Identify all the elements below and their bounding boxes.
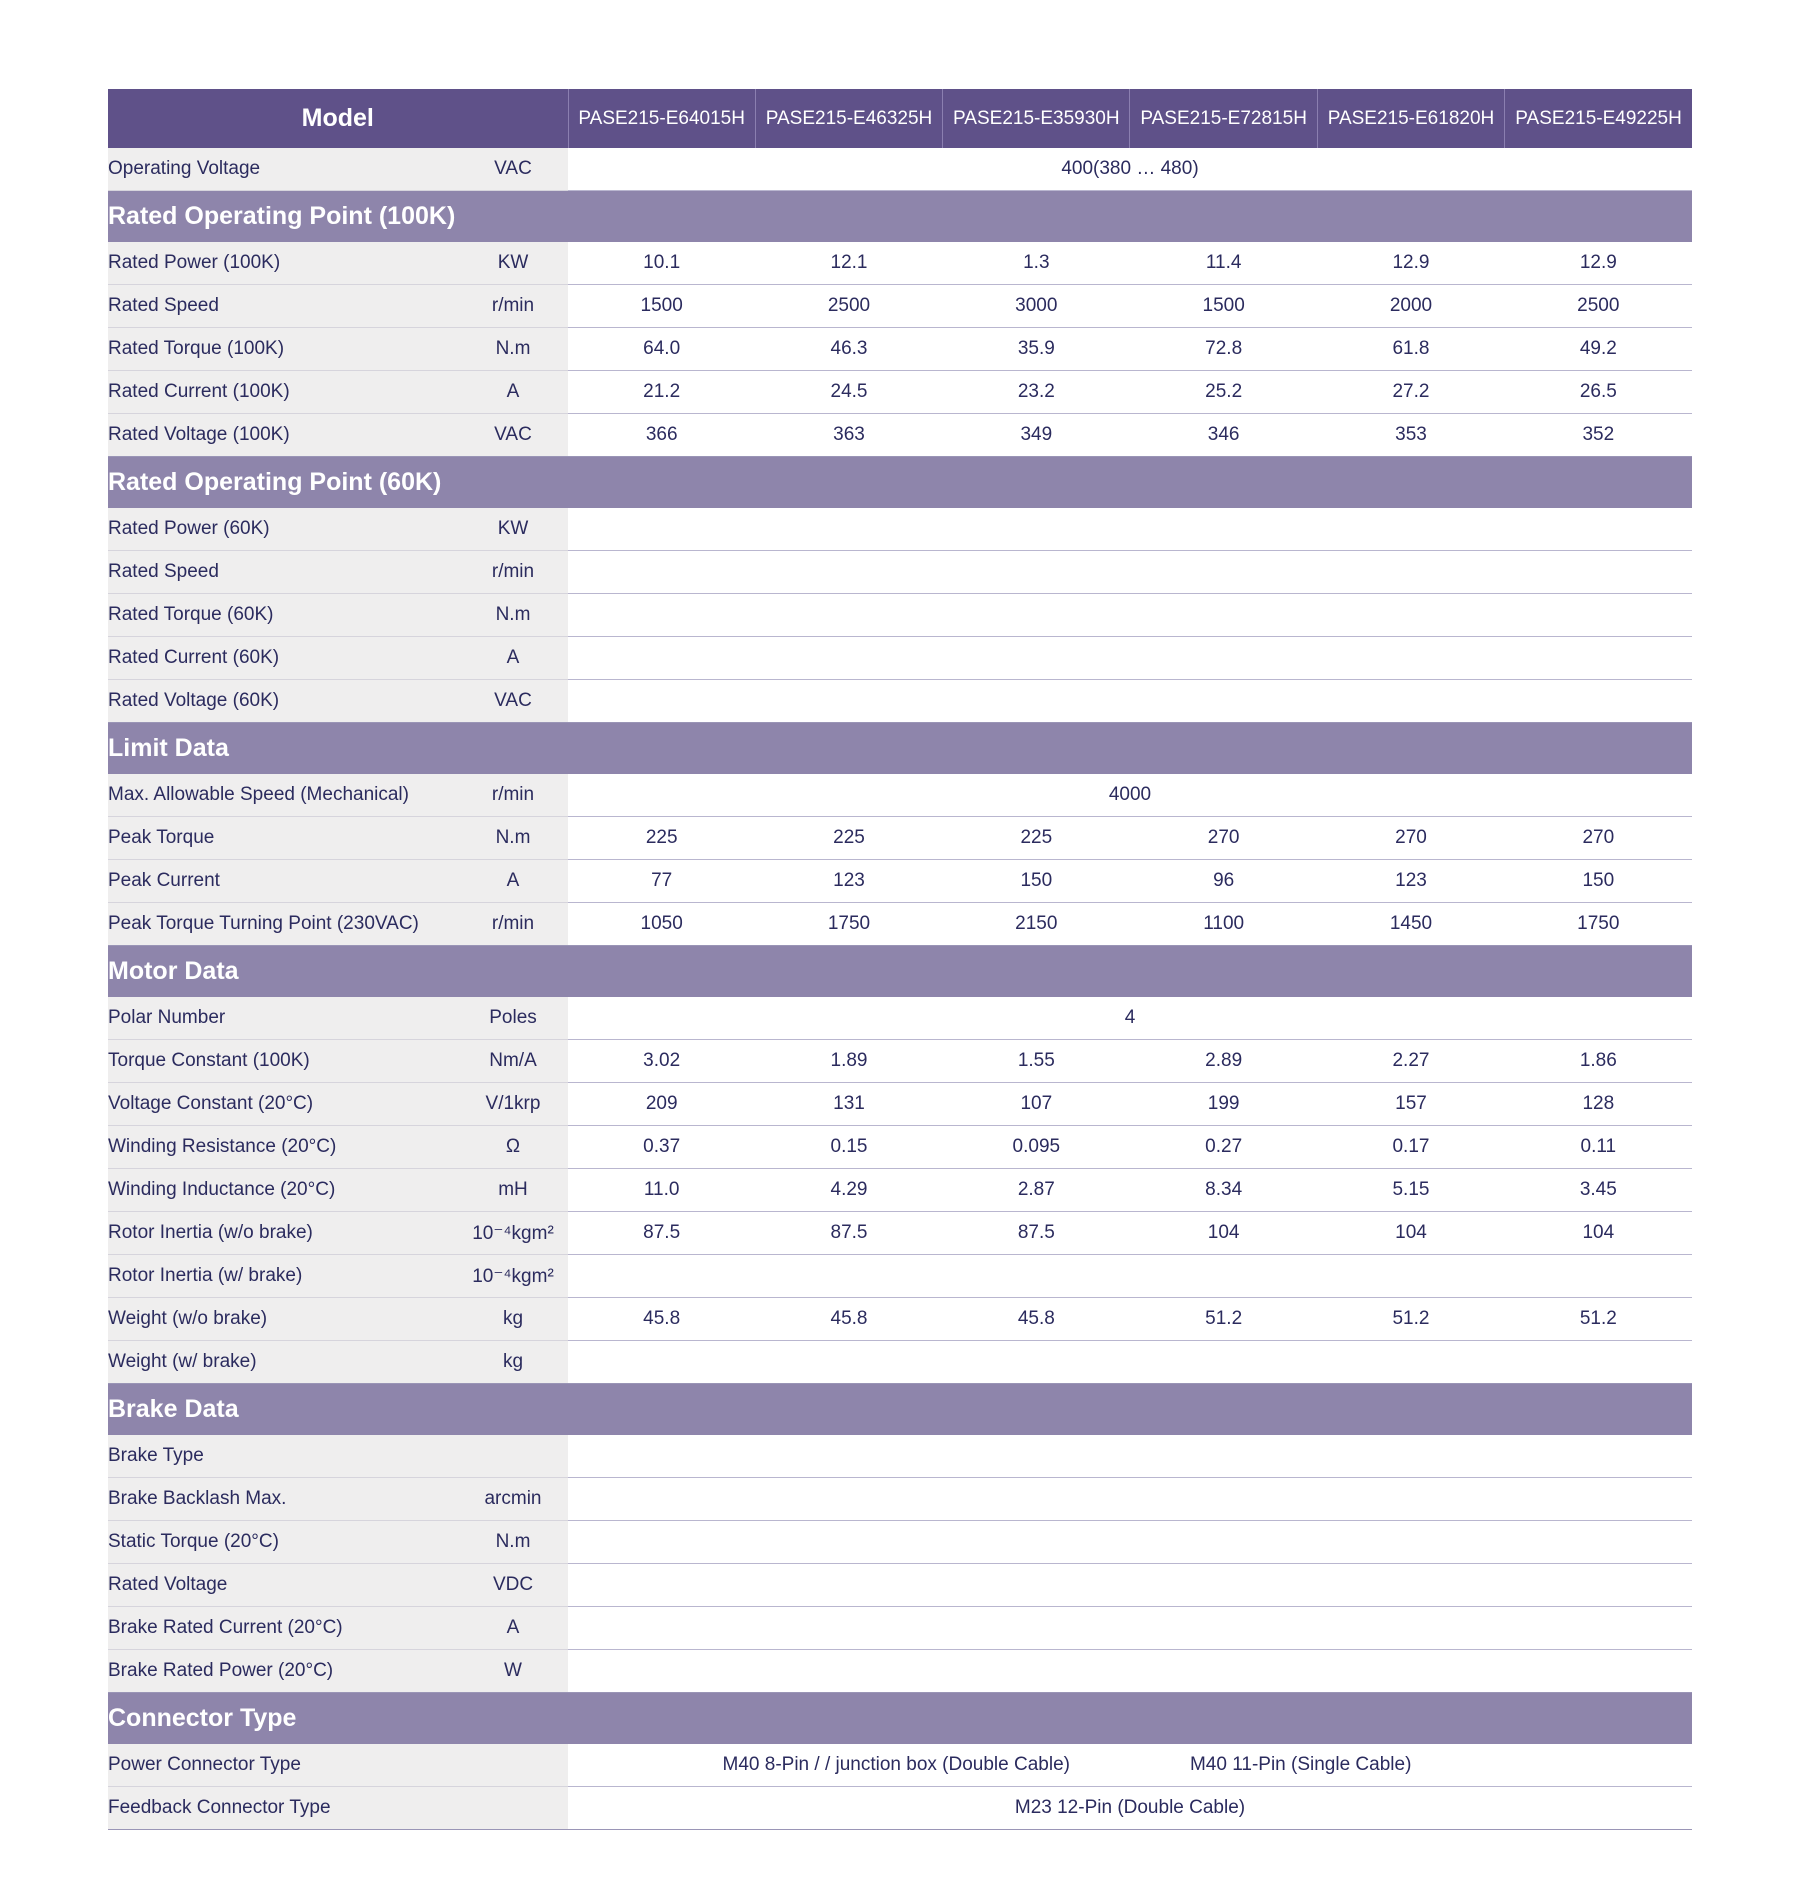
row-unit: N.m — [458, 1521, 568, 1564]
row-value: 4000 — [568, 774, 1692, 817]
row-value — [755, 1255, 942, 1298]
row-value — [568, 1255, 755, 1298]
row-value — [1317, 1521, 1504, 1564]
spec-row — [108, 594, 1692, 637]
row-value — [1317, 1650, 1504, 1693]
row-value — [1317, 1607, 1504, 1650]
row-value — [1505, 1435, 1692, 1478]
row-value: 225 — [755, 817, 942, 860]
row-value — [943, 1255, 1130, 1298]
row-value: 4 — [568, 997, 1692, 1040]
row-value: M40 8-Pin / / junction box (Double Cable) — [568, 1744, 1130, 1787]
row-value: 0.11 — [1505, 1126, 1692, 1169]
spec-row — [108, 1607, 1692, 1650]
row-value: 346 — [1130, 414, 1317, 457]
row-value: 150 — [1505, 860, 1692, 903]
row-value — [1505, 1478, 1692, 1521]
row-label: Power Connector Type — [108, 1744, 458, 1787]
row-value: 104 — [1505, 1212, 1692, 1255]
row-value — [943, 1435, 1130, 1478]
row-unit: Poles — [458, 997, 568, 1040]
section-title: Motor Data — [108, 946, 1692, 998]
row-label: Torque Constant (100K) — [108, 1040, 458, 1083]
row-value — [1130, 1478, 1317, 1521]
row-value: 0.27 — [1130, 1126, 1317, 1169]
row-label: Peak Current — [108, 860, 458, 903]
row-value — [1317, 1478, 1504, 1521]
row-value: 1.3 — [943, 242, 1130, 285]
row-value — [943, 1478, 1130, 1521]
spec-row — [108, 1255, 1692, 1298]
row-value — [568, 551, 755, 594]
row-value: 1750 — [755, 903, 942, 946]
row-value: 46.3 — [755, 328, 942, 371]
section-title: Connector Type — [108, 1693, 1692, 1745]
row-value — [755, 680, 942, 723]
row-value — [1130, 551, 1317, 594]
row-label: Rated Voltage (60K) — [108, 680, 458, 723]
row-value: 51.2 — [1317, 1298, 1504, 1341]
row-unit: r/min — [458, 774, 568, 817]
spec-row — [108, 1521, 1692, 1564]
row-value — [1317, 551, 1504, 594]
row-value: 1750 — [1505, 903, 1692, 946]
row-value — [755, 637, 942, 680]
spec-row — [108, 637, 1692, 680]
row-unit: N.m — [458, 594, 568, 637]
model-title: Model — [108, 89, 568, 148]
row-value: 128 — [1505, 1083, 1692, 1126]
row-label: Peak Torque — [108, 817, 458, 860]
row-value — [1317, 1255, 1504, 1298]
row-value: 12.9 — [1505, 242, 1692, 285]
row-value: 1.55 — [943, 1040, 1130, 1083]
row-value — [1505, 551, 1692, 594]
row-value: 12.1 — [755, 242, 942, 285]
model-header-row — [108, 89, 1692, 148]
row-value: 35.9 — [943, 328, 1130, 371]
section-header-row — [108, 457, 1692, 509]
row-value — [568, 1341, 755, 1384]
row-value: 3.45 — [1505, 1169, 1692, 1212]
row-label: Brake Type — [108, 1435, 458, 1478]
row-value — [755, 1564, 942, 1607]
row-unit: 10⁻⁴kgm² — [458, 1212, 568, 1255]
model-name: PASE215-E49225H — [1505, 89, 1692, 148]
row-value: 352 — [1505, 414, 1692, 457]
row-value: 11.0 — [568, 1169, 755, 1212]
row-unit: r/min — [458, 903, 568, 946]
row-value: 1450 — [1317, 903, 1504, 946]
row-value: 366 — [568, 414, 755, 457]
operating-voltage-row — [108, 148, 1692, 191]
row-value: 21.2 — [568, 371, 755, 414]
row-value: 3.02 — [568, 1040, 755, 1083]
row-value — [1505, 680, 1692, 723]
spec-body — [108, 148, 1692, 1830]
row-value: 8.34 — [1130, 1169, 1317, 1212]
row-value: 349 — [943, 414, 1130, 457]
row-unit: VAC — [458, 414, 568, 457]
row-value: 5.15 — [1317, 1169, 1504, 1212]
row-value: 0.15 — [755, 1126, 942, 1169]
row-value — [1317, 1435, 1504, 1478]
row-value: 45.8 — [943, 1298, 1130, 1341]
row-value — [943, 680, 1130, 723]
row-value: 199 — [1130, 1083, 1317, 1126]
row-value — [1130, 1564, 1317, 1607]
row-value: 353 — [1317, 414, 1504, 457]
row-unit: A — [458, 860, 568, 903]
model-name: PASE215-E72815H — [1130, 89, 1317, 148]
row-value: 12.9 — [1317, 242, 1504, 285]
row-unit: V/1krp — [458, 1083, 568, 1126]
row-value: 3000 — [943, 285, 1130, 328]
row-value — [755, 1478, 942, 1521]
row-unit: VDC — [458, 1564, 568, 1607]
row-value — [1505, 1521, 1692, 1564]
row-unit: VAC — [458, 680, 568, 723]
row-value — [943, 1564, 1130, 1607]
row-label: Winding Resistance (20°C) — [108, 1126, 458, 1169]
row-label: Rated Torque (100K) — [108, 328, 458, 371]
row-value — [1130, 1607, 1317, 1650]
row-value — [568, 637, 755, 680]
row-label: Peak Torque Turning Point (230VAC) — [108, 903, 458, 946]
row-value: 123 — [1317, 860, 1504, 903]
row-label: Rated Current (100K) — [108, 371, 458, 414]
row-unit: Ω — [458, 1126, 568, 1169]
row-unit: r/min — [458, 551, 568, 594]
row-value: 1.86 — [1505, 1040, 1692, 1083]
row-value — [1130, 1435, 1317, 1478]
spec-row — [108, 1083, 1692, 1126]
row-value: 270 — [1317, 817, 1504, 860]
row-label: Max. Allowable Speed (Mechanical) — [108, 774, 458, 817]
spec-row — [108, 1650, 1692, 1693]
spec-row — [108, 285, 1692, 328]
row-value — [1317, 1341, 1504, 1384]
row-label: Brake Rated Power (20°C) — [108, 1650, 458, 1693]
row-value — [755, 1435, 942, 1478]
row-value — [568, 1607, 755, 1650]
spec-row — [108, 680, 1692, 723]
row-label: Rated Power (60K) — [108, 508, 458, 551]
section-title: Brake Data — [108, 1384, 1692, 1436]
row-label: Rated Speed — [108, 551, 458, 594]
row-unit: arcmin — [458, 1478, 568, 1521]
row-value: 1.89 — [755, 1040, 942, 1083]
row-label: Static Torque (20°C) — [108, 1521, 458, 1564]
row-value — [568, 680, 755, 723]
row-unit: Nm/A — [458, 1040, 568, 1083]
row-value: 2000 — [1317, 285, 1504, 328]
spec-row — [108, 1744, 1692, 1787]
row-value — [1130, 680, 1317, 723]
row-value — [755, 1521, 942, 1564]
row-unit — [458, 1435, 568, 1478]
row-unit: VAC — [458, 148, 568, 191]
row-value — [943, 551, 1130, 594]
row-value — [1505, 508, 1692, 551]
row-value: 49.2 — [1505, 328, 1692, 371]
spec-row — [108, 1435, 1692, 1478]
row-value: 61.8 — [1317, 328, 1504, 371]
row-value: 0.095 — [943, 1126, 1130, 1169]
row-value: 2150 — [943, 903, 1130, 946]
section-header-row — [108, 1384, 1692, 1436]
section-header-row — [108, 723, 1692, 775]
spec-row — [108, 774, 1692, 817]
row-value — [1505, 1341, 1692, 1384]
row-unit: A — [458, 371, 568, 414]
row-unit: N.m — [458, 817, 568, 860]
row-value — [1317, 637, 1504, 680]
spec-row — [108, 1787, 1692, 1830]
row-value — [568, 1521, 755, 1564]
row-label: Operating Voltage — [108, 148, 458, 191]
row-value — [943, 1521, 1130, 1564]
row-unit: A — [458, 1607, 568, 1650]
row-value: 2.89 — [1130, 1040, 1317, 1083]
row-value — [755, 594, 942, 637]
row-value: 45.8 — [755, 1298, 942, 1341]
row-value — [568, 508, 755, 551]
spec-row — [108, 551, 1692, 594]
spec-row — [108, 1564, 1692, 1607]
section-header-row — [108, 1693, 1692, 1745]
spec-row — [108, 903, 1692, 946]
row-value: 225 — [943, 817, 1130, 860]
row-value — [568, 1564, 755, 1607]
row-value — [568, 1650, 755, 1693]
row-value: 209 — [568, 1083, 755, 1126]
row-value: 123 — [755, 860, 942, 903]
spec-row — [108, 860, 1692, 903]
row-value — [568, 594, 755, 637]
row-value — [1317, 680, 1504, 723]
row-label: Rotor Inertia (w/ brake) — [108, 1255, 458, 1298]
row-value: 87.5 — [755, 1212, 942, 1255]
spec-row — [108, 508, 1692, 551]
row-value — [1505, 594, 1692, 637]
row-value: 157 — [1317, 1083, 1504, 1126]
row-value — [943, 1341, 1130, 1384]
row-label: Brake Backlash Max. — [108, 1478, 458, 1521]
row-value: 270 — [1505, 817, 1692, 860]
row-value: 10.1 — [568, 242, 755, 285]
row-value: 2500 — [755, 285, 942, 328]
row-unit: KW — [458, 242, 568, 285]
row-label: Rated Torque (60K) — [108, 594, 458, 637]
row-unit: r/min — [458, 285, 568, 328]
row-value: M23 12-Pin (Double Cable) — [568, 1787, 1692, 1830]
row-value — [1130, 1255, 1317, 1298]
row-value — [1505, 1607, 1692, 1650]
row-value: 23.2 — [943, 371, 1130, 414]
row-value: 131 — [755, 1083, 942, 1126]
row-value — [568, 1435, 755, 1478]
row-value: 2.87 — [943, 1169, 1130, 1212]
row-value: 104 — [1130, 1212, 1317, 1255]
spec-row — [108, 1341, 1692, 1384]
row-unit: kg — [458, 1341, 568, 1384]
spec-row — [108, 1040, 1692, 1083]
spec-row — [108, 242, 1692, 285]
row-value: 96 — [1130, 860, 1317, 903]
row-unit: N.m — [458, 328, 568, 371]
row-value: 24.5 — [755, 371, 942, 414]
row-value — [1505, 637, 1692, 680]
row-value — [755, 1650, 942, 1693]
row-value — [1130, 1650, 1317, 1693]
row-value: 0.37 — [568, 1126, 755, 1169]
section-title: Rated Operating Point (60K) — [108, 457, 1692, 509]
row-value — [1130, 637, 1317, 680]
row-value — [1317, 1564, 1504, 1607]
row-value — [1130, 1341, 1317, 1384]
section-header-row — [108, 946, 1692, 998]
row-unit — [458, 1744, 568, 1787]
row-value: 72.8 — [1130, 328, 1317, 371]
spec-row — [108, 1478, 1692, 1521]
row-value: 1500 — [1130, 285, 1317, 328]
row-value — [1317, 594, 1504, 637]
row-value: 0.17 — [1317, 1126, 1504, 1169]
row-unit — [458, 1787, 568, 1830]
section-title: Rated Operating Point (100K) — [108, 191, 1692, 243]
model-name: PASE215-E61820H — [1317, 89, 1504, 148]
row-value: 225 — [568, 817, 755, 860]
row-value — [755, 508, 942, 551]
spec-row — [108, 997, 1692, 1040]
row-value — [755, 1607, 942, 1650]
row-value — [943, 637, 1130, 680]
row-value: 51.2 — [1505, 1298, 1692, 1341]
row-unit: A — [458, 637, 568, 680]
row-unit: W — [458, 1650, 568, 1693]
model-name: PASE215-E64015H — [568, 89, 755, 148]
row-label: Rotor Inertia (w/o brake) — [108, 1212, 458, 1255]
row-value — [1505, 1564, 1692, 1607]
row-value — [568, 1478, 755, 1521]
spec-row — [108, 328, 1692, 371]
row-value: 4.29 — [755, 1169, 942, 1212]
row-label: Feedback Connector Type — [108, 1787, 458, 1830]
row-label: Rated Voltage — [108, 1564, 458, 1607]
row-value: 270 — [1130, 817, 1317, 860]
row-value: 2.27 — [1317, 1040, 1504, 1083]
row-label: Weight (w/ brake) — [108, 1341, 458, 1384]
row-value — [943, 1650, 1130, 1693]
row-label: Rated Power (100K) — [108, 242, 458, 285]
row-value: 77 — [568, 860, 755, 903]
row-label: Winding Inductance (20°C) — [108, 1169, 458, 1212]
row-value — [755, 1341, 942, 1384]
row-label: Polar Number — [108, 997, 458, 1040]
row-value — [1130, 594, 1317, 637]
row-value: 11.4 — [1130, 242, 1317, 285]
row-unit: kg — [458, 1298, 568, 1341]
spec-row — [108, 371, 1692, 414]
spec-row — [108, 1298, 1692, 1341]
spec-row — [108, 414, 1692, 457]
row-label: Rated Current (60K) — [108, 637, 458, 680]
row-label: Rated Speed — [108, 285, 458, 328]
row-value: 87.5 — [568, 1212, 755, 1255]
spec-row — [108, 1169, 1692, 1212]
row-value: 363 — [755, 414, 942, 457]
row-label: Brake Rated Current (20°C) — [108, 1607, 458, 1650]
section-title: Limit Data — [108, 723, 1692, 775]
row-value — [943, 594, 1130, 637]
model-name: PASE215-E35930H — [943, 89, 1130, 148]
spec-table — [108, 89, 1692, 1830]
row-value — [1130, 1521, 1317, 1564]
row-value: 45.8 — [568, 1298, 755, 1341]
spec-row — [108, 1212, 1692, 1255]
spec-row — [108, 817, 1692, 860]
row-value — [1130, 508, 1317, 551]
row-unit: 10⁻⁴kgm² — [458, 1255, 568, 1298]
row-unit: KW — [458, 508, 568, 551]
row-unit: mH — [458, 1169, 568, 1212]
row-value — [755, 551, 942, 594]
row-value: M40 11-Pin (Single Cable) — [1130, 1744, 1692, 1787]
row-value: 26.5 — [1505, 371, 1692, 414]
row-value — [943, 1607, 1130, 1650]
row-value — [1505, 1255, 1692, 1298]
row-value: 51.2 — [1130, 1298, 1317, 1341]
row-label: Voltage Constant (20°C) — [108, 1083, 458, 1126]
row-label: Weight (w/o brake) — [108, 1298, 458, 1341]
model-name: PASE215-E46325H — [755, 89, 942, 148]
row-value — [1317, 508, 1504, 551]
row-value: 25.2 — [1130, 371, 1317, 414]
row-value — [943, 508, 1130, 551]
row-label: Rated Voltage (100K) — [108, 414, 458, 457]
row-value: 2500 — [1505, 285, 1692, 328]
row-value — [1505, 1650, 1692, 1693]
row-value: 1500 — [568, 285, 755, 328]
row-value: 1050 — [568, 903, 755, 946]
row-value: 107 — [943, 1083, 1130, 1126]
row-value: 1100 — [1130, 903, 1317, 946]
row-value: 150 — [943, 860, 1130, 903]
row-value: 104 — [1317, 1212, 1504, 1255]
row-value: 27.2 — [1317, 371, 1504, 414]
row-value: 87.5 — [943, 1212, 1130, 1255]
section-header-row — [108, 191, 1692, 243]
row-value: 64.0 — [568, 328, 755, 371]
row-value: 400(380 … 480) — [568, 148, 1692, 191]
spec-row — [108, 1126, 1692, 1169]
